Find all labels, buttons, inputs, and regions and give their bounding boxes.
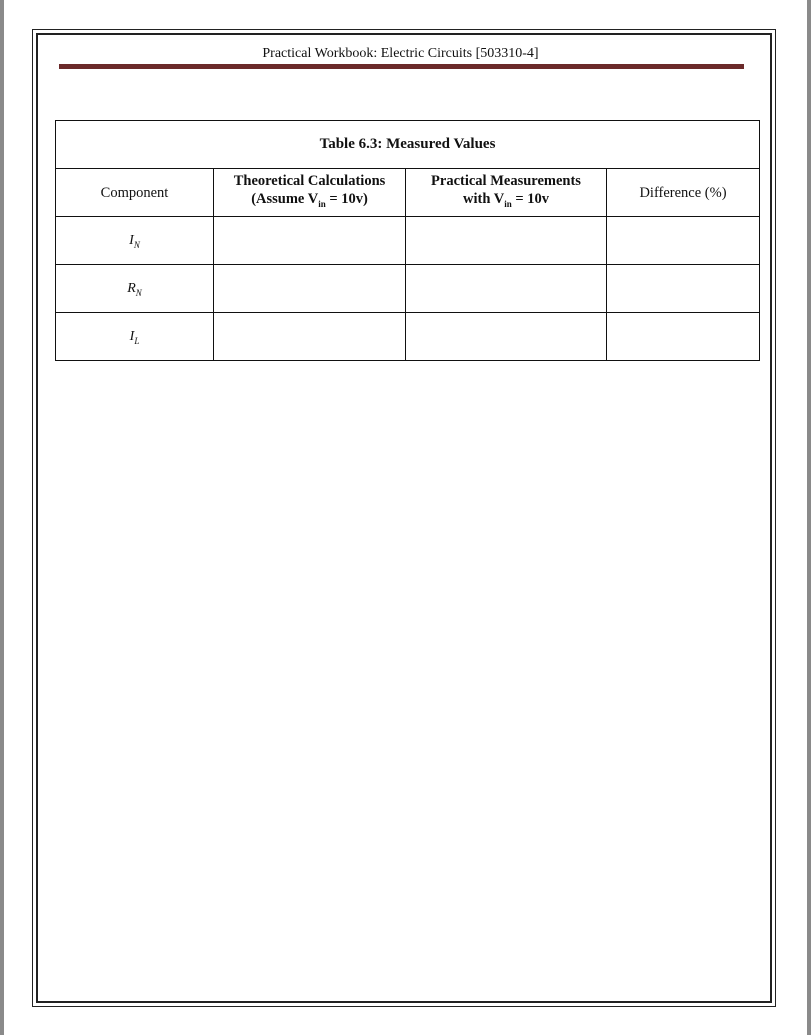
table-caption: Table 6.3: Measured Values bbox=[56, 121, 760, 169]
difference-cell[interactable] bbox=[607, 313, 760, 361]
measured-values-table bbox=[55, 120, 760, 361]
theoretical-cell[interactable] bbox=[214, 265, 406, 313]
table-row bbox=[56, 313, 760, 361]
theoretical-line1: Theoretical Calculations bbox=[233, 173, 386, 190]
table-caption-row bbox=[56, 121, 760, 169]
table-row bbox=[56, 265, 760, 313]
component-subscript: N bbox=[133, 239, 140, 250]
table-row bbox=[56, 217, 760, 265]
page-edge-right bbox=[807, 0, 811, 1035]
table-header-row bbox=[56, 169, 760, 217]
difference-cell[interactable] bbox=[607, 217, 760, 265]
practical-cell[interactable] bbox=[406, 313, 607, 361]
column-header-component: Component bbox=[56, 169, 214, 217]
component-subscript: L bbox=[134, 335, 140, 346]
practical-cell[interactable] bbox=[406, 217, 607, 265]
theoretical-vin-subscript: in bbox=[318, 198, 326, 209]
component-cell bbox=[56, 265, 214, 313]
practical-vin-subscript: in bbox=[504, 198, 512, 209]
component-symbol: I bbox=[129, 233, 134, 249]
practical-line2-prefix: with V bbox=[462, 191, 505, 208]
component-subscript: N bbox=[135, 287, 142, 298]
theoretical-cell[interactable] bbox=[214, 313, 406, 361]
theoretical-line2-suffix: = 10v) bbox=[325, 191, 368, 208]
theoretical-line2-prefix: (Assume V bbox=[251, 191, 319, 208]
component-cell bbox=[56, 313, 214, 361]
component-symbol: I bbox=[129, 329, 135, 345]
component-symbol: R bbox=[127, 281, 136, 297]
page-edge-left bbox=[0, 0, 4, 1035]
practical-line2-suffix: = 10v bbox=[511, 191, 549, 208]
column-header-practical bbox=[406, 169, 607, 217]
column-header-difference: Difference (%) bbox=[607, 169, 760, 217]
header-rule bbox=[59, 64, 744, 69]
difference-cell[interactable] bbox=[607, 265, 760, 313]
column-header-theoretical bbox=[214, 169, 406, 217]
running-header: Practical Workbook: Electric Circuits [503310-4] bbox=[262, 46, 539, 61]
component-cell bbox=[56, 217, 214, 265]
practical-cell[interactable] bbox=[406, 265, 607, 313]
practical-line1: Practical Measurements bbox=[431, 173, 581, 190]
theoretical-cell[interactable] bbox=[214, 217, 406, 265]
